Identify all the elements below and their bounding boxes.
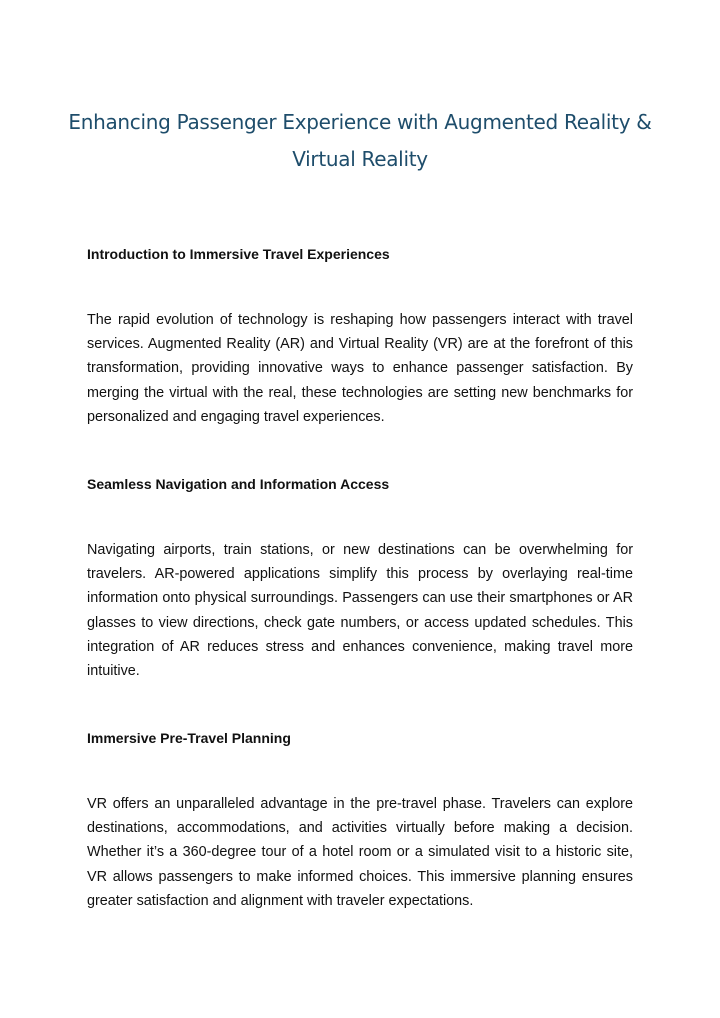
page-title: Enhancing Passenger Experience with Augmented Reality & Virtual Reality [68, 110, 652, 171]
section-heading-pre-travel-planning: Immersive Pre-Travel Planning [87, 730, 291, 746]
section-body-introduction: The rapid evolution of technology is reshaping how passengers interact with travel services. Augmented Reality (AR) and Virtual Reality (VR) are at the forefront of this transformation, providing innovative ways to enhance passenger satisfaction. By merging the virtual with the real, these technologies are setting new benchmarks for personalized and engaging travel experiences. [87, 312, 633, 425]
section-body-pre-travel-planning: VR offers an unparalleled advantage in the pre-travel phase. Travelers can explore destinations, accommodations, and activities virtually before making a decision. Whether it’s a 360-degree tour of a hotel room or a simulated visit to a historic site, VR allows passengers to make informed choices. This immersive planning ensures greater satisfaction and alignment with traveler expectations. [87, 796, 633, 909]
section-heading-navigation: Seamless Navigation and Information Access [87, 476, 390, 492]
section-body-navigation: Navigating airports, train stations, or new destinations can be overwhelming for travelers. AR-powered applications simplify this process by overlaying real-time information onto physical surroundings. Passengers can use their smartphones or AR glasses to view directions, check gate numbers, or access updated schedules. This integration of AR reduces stress and enhances convenience, making travel more intuitive. [87, 542, 633, 680]
section-heading-introduction: Introduction to Immersive Travel Experiences [87, 246, 390, 262]
